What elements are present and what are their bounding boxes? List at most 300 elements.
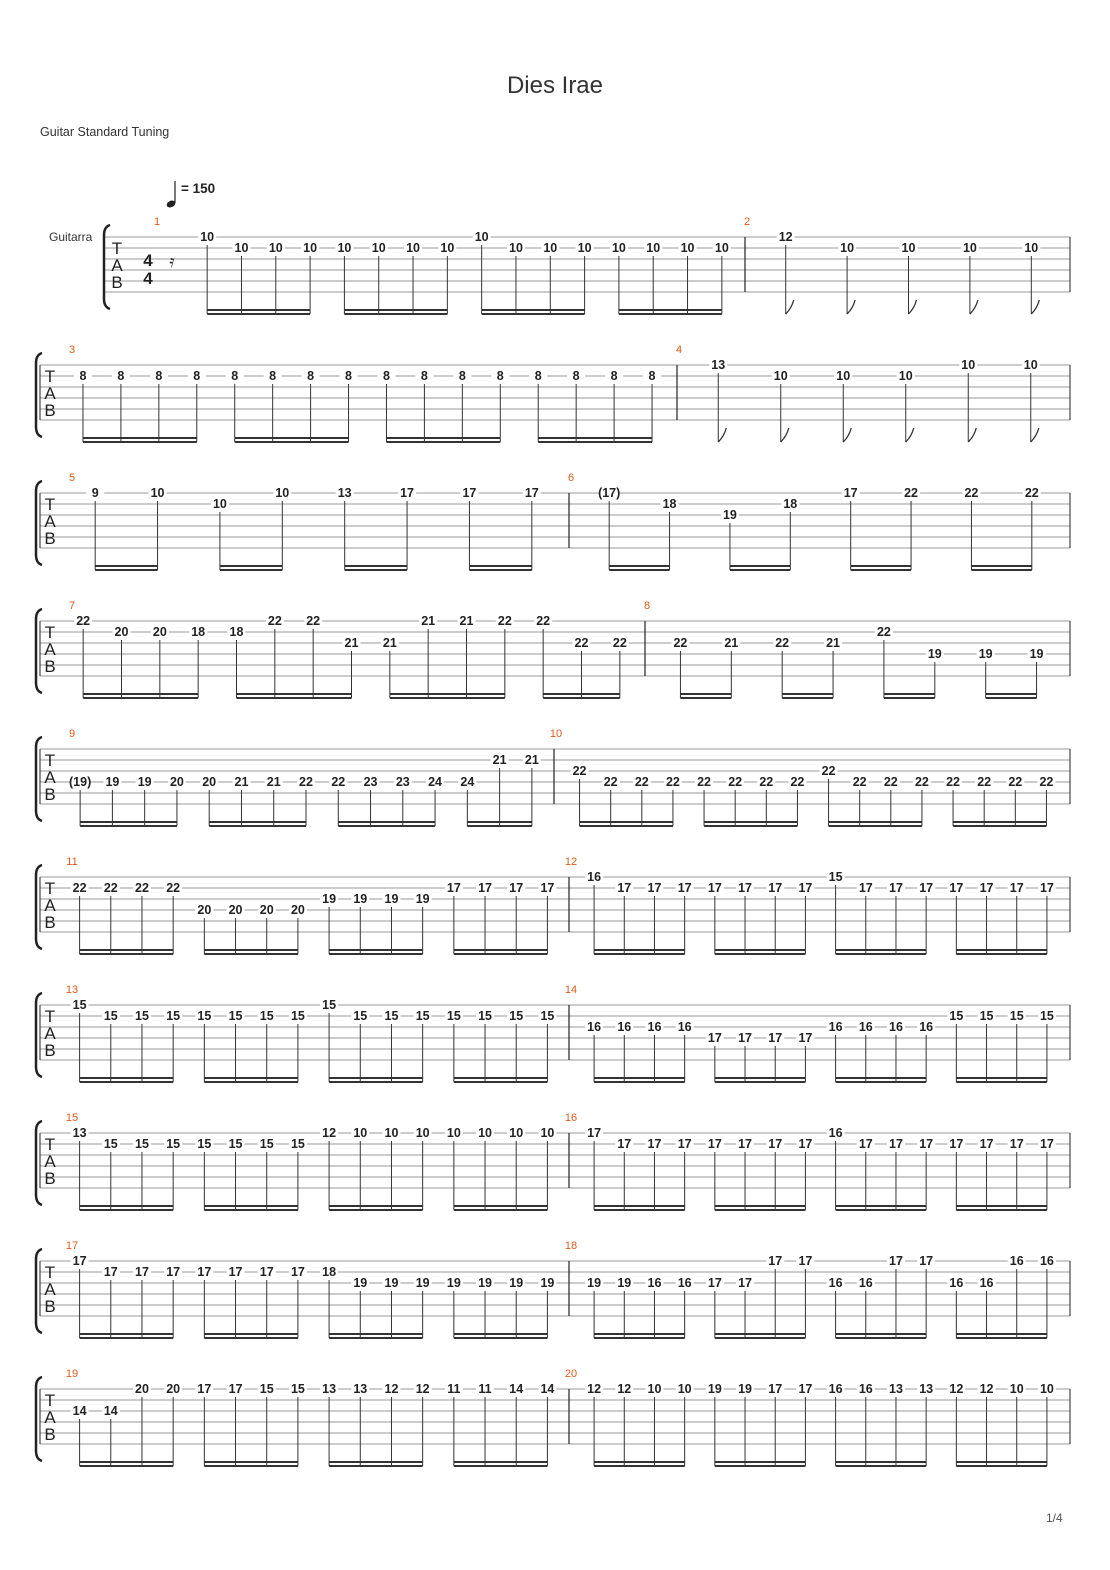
fret-number: 20 [114,625,129,639]
fret-number: 15 [1039,1009,1054,1023]
tab-clef-letter: A [111,256,123,275]
fret-number: 17 [617,1137,632,1151]
measure-number: 5 [68,472,76,484]
system-bracket [36,737,42,821]
fret-number: 15 [353,1009,368,1023]
fret-number: 12 [778,230,793,244]
fret-number: 24 [428,775,443,789]
tab-clef-letter: B [44,785,56,804]
system-bracket [36,865,42,949]
fret-number: 17 [949,881,964,895]
fret-number: 15 [290,1382,305,1396]
fret-number: 22 [497,614,512,628]
fret-number: 16 [858,1020,873,1034]
fret-number: 15 [290,1137,305,1151]
fret-number: 22 [634,775,649,789]
fret-number: 17 [889,1254,903,1268]
fret-number: 19 [1029,647,1044,661]
measure-number: 20 [564,1368,578,1380]
fret-number: 17 [768,1137,783,1151]
fret-number: 15 [259,1009,274,1023]
fret-number: 17 [919,1254,934,1268]
fret-number: 8 [307,369,315,383]
fret-number: 17 [228,1265,243,1279]
fret-number: 13 [711,358,726,372]
fret-number: 16 [979,1276,994,1290]
score-title: Dies Irae [506,72,604,99]
fret-number: 10 [611,241,626,255]
tab-clef-letter: T [44,367,56,386]
fret-number: 22 [299,775,313,789]
fret-number: 22 [821,764,836,778]
measure-number: 10 [549,728,563,740]
fret-number: 16 [617,1020,632,1034]
fret-number: 17 [798,1031,813,1045]
fret-number: 8 [534,369,542,383]
fret-number: 15 [228,1009,243,1023]
fret-number: 16 [919,1020,934,1034]
fret-number: 24 [460,775,475,789]
fret-number: 10 [415,1126,430,1140]
fret-number: 10 [898,369,913,383]
fret-number: 20 [202,775,217,789]
fret-number: 15 [103,1137,118,1151]
fret-number: 12 [415,1382,430,1396]
fret-number: 16 [828,1020,843,1034]
fret-number: 14 [103,1404,118,1418]
fret-number: 17 [647,881,662,895]
fret-number: 16 [587,870,602,884]
fret-number: 17 [540,881,555,895]
fret-number: 10 [353,1126,368,1140]
fret-number: 22 [728,775,743,789]
tab-clef-letter: B [44,913,56,932]
fret-number: 17 [166,1265,181,1279]
measure-number: 3 [68,344,76,356]
fret-number: 22 [72,881,87,895]
fret-number: 17 [738,1031,752,1045]
fret-number: 22 [166,881,181,895]
measure-number: 12 [564,856,578,868]
measure-number: 4 [675,344,683,356]
fret-number: 10 [543,241,558,255]
fret-number: 21 [234,775,249,789]
fret-number: 19 [978,647,993,661]
fret-number: 17 [858,881,873,895]
fret-number: 22 [697,775,712,789]
system-bracket [36,353,42,437]
system-bracket [36,1121,42,1205]
fret-number: 21 [492,753,507,767]
fret-number: 15 [259,1137,274,1151]
fret-number: 22 [306,614,321,628]
fret-number: 8 [345,369,353,383]
fret-number: 8 [572,369,580,383]
fret-number: 20 [166,1382,181,1396]
fret-number: 8 [648,369,656,383]
fret-number: 19 [927,647,942,661]
fret-number: 8 [155,369,163,383]
fret-number: 17 [1039,881,1054,895]
fret-number: 8 [231,369,239,383]
fret-number: 10 [773,369,788,383]
fret-number: 15 [228,1137,243,1151]
fret-number: 10 [150,486,165,500]
tab-clef-letter: B [44,401,56,420]
fret-number: 15 [828,870,843,884]
fret-number: 19 [322,892,337,906]
fret-number: 15 [197,1009,212,1023]
fret-number: 17 [587,1126,602,1140]
fret-number: 13 [353,1382,368,1396]
measure-number: 15 [65,1112,79,1124]
measure-number: 17 [65,1240,79,1252]
measure-number: 8 [643,600,651,612]
fret-number: 15 [384,1009,399,1023]
fret-number: 17 [738,881,752,895]
fret-number: 22 [914,775,929,789]
tab-clef-letter: A [44,512,56,531]
tab-clef-letter: B [44,657,56,676]
fret-number: 16 [587,1020,602,1034]
tab-clef-letter: B [44,1425,56,1444]
page-number: 1/4 [1046,1511,1063,1525]
fret-number: 19 [105,775,120,789]
fret-number: 11 [447,1382,461,1396]
fret-number: 21 [724,636,739,650]
fret-number: 22 [135,881,149,895]
fret-number: 15 [979,1009,994,1023]
tab-clef-letter: T [44,1263,56,1282]
fret-number: 13 [889,1382,903,1396]
fret-number: 18 [191,625,206,639]
tab-clef-letter: T [111,239,123,258]
fret-number: 18 [229,625,244,639]
tab-clef-letter: B [44,1297,56,1316]
fret-number: 17 [1039,1137,1054,1151]
fret-number: 17 [259,1265,274,1279]
fret-number: 10 [371,241,386,255]
note-flag [1031,428,1039,442]
fret-number: 13 [322,1382,337,1396]
fret-number: 16 [858,1382,873,1396]
fret-number: 10 [446,1126,461,1140]
fret-number: 22 [1024,486,1039,500]
fret-number: 16 [828,1126,843,1140]
fret-number: 14 [509,1382,524,1396]
fret-number: 13 [72,1126,87,1140]
fret-number: 19 [478,1276,492,1290]
fret-number: 17 [707,1031,722,1045]
tab-clef-letter: B [44,1041,56,1060]
tab-clef-letter: A [44,768,56,787]
fret-number: 17 [979,881,994,895]
tab-clef-letter: T [44,1007,56,1026]
fret-number: 17 [446,881,461,895]
fret-number: 10 [268,241,283,255]
fret-number: 23 [363,775,378,789]
fret-number: 10 [337,241,352,255]
fret-number: 17 [197,1265,212,1279]
fret-number: 9 [91,486,99,500]
fret-number: 10 [275,486,290,500]
system-bracket [36,1249,42,1333]
fret-number: 22 [665,775,680,789]
fret-number: 10 [303,241,318,255]
fret-number: 16 [828,1276,843,1290]
fret-number: 17 [889,881,903,895]
fret-number: 15 [540,1009,555,1023]
fret-number: 13 [919,1382,934,1396]
fret-number: 19 [384,892,399,906]
fret-number: 17 [677,881,692,895]
fret-number: 20 [228,903,243,917]
fret-number: 10 [234,241,249,255]
fret-number: 10 [1009,1382,1024,1396]
fret-number: 19 [446,1276,461,1290]
note-flag [970,300,978,314]
fret-number: 17 [919,1137,934,1151]
fret-number: 21 [382,636,397,650]
tab-clef-letter: A [44,1408,56,1427]
fret-number: 17 [228,1382,243,1396]
fret-number: 10 [406,241,420,255]
tab-clef-letter: T [44,879,56,898]
fret-number: 19 [137,775,152,789]
fret-number: 17 [478,881,492,895]
fret-number: 10 [478,1126,492,1140]
fret-number: 18 [322,1265,337,1279]
fret-number: 16 [1009,1254,1024,1268]
fret-number: 22 [977,775,992,789]
fret-number: 17 [617,881,632,895]
fret-number: 17 [1009,881,1024,895]
fret-number: 17 [798,1254,813,1268]
fret-number: 22 [574,636,589,650]
fret-number: 10 [212,497,227,511]
fret-number: 19 [509,1276,524,1290]
fret-number: 15 [103,1009,118,1023]
fret-number: 15 [509,1009,524,1023]
fret-number: 17 [290,1265,305,1279]
fret-number: (19) [69,775,92,789]
fret-number: 15 [197,1137,212,1151]
tab-clef-letter: A [44,1280,56,1299]
fret-number: 10 [840,241,855,255]
note-flag [1031,300,1039,314]
fret-number: 19 [353,1276,368,1290]
fret-number: 21 [826,636,841,650]
tab-clef-letter: T [44,1391,56,1410]
measure-number: 13 [65,984,79,996]
fret-number: 17 [400,486,415,500]
fret-number: 16 [677,1276,692,1290]
fret-number: 11 [478,1382,492,1396]
fret-number: 17 [768,1382,783,1396]
fret-number: 8 [79,369,87,383]
fret-number: 16 [949,1276,964,1290]
tab-clef-letter: A [44,1152,56,1171]
fret-number: 17 [858,1137,873,1151]
fret-number: 17 [1009,1137,1024,1151]
measure-number: 9 [68,728,76,740]
fret-number: 8 [610,369,618,383]
measure-number: 2 [743,216,751,228]
fret-number: 18 [783,497,798,511]
fret-number: 17 [889,1137,903,1151]
fret-number: 19 [722,508,737,522]
fret-number: 15 [166,1009,181,1023]
fret-number: 10 [836,369,851,383]
tab-clef-letter: T [44,1135,56,1154]
fret-number: 22 [775,636,790,650]
system-bracket [104,225,110,309]
fret-number: 22 [1008,775,1023,789]
fret-number: 19 [587,1276,602,1290]
tempo-marking: = 150 [181,181,216,196]
fret-number: 12 [384,1382,399,1396]
fret-number: 17 [949,1137,964,1151]
fret-number: 10 [1039,1382,1054,1396]
note-flag [786,300,794,314]
fret-number: 22 [267,614,282,628]
fret-number: 15 [478,1009,492,1023]
fret-number: 10 [901,241,916,255]
fret-number: 19 [617,1276,632,1290]
fret-number: 22 [76,614,91,628]
fret-number: 14 [540,1382,555,1396]
fret-number: 22 [572,764,587,778]
tab-clef-letter: A [44,640,56,659]
tab-clef-letter: B [44,529,56,548]
fret-number: 22 [946,775,961,789]
fret-number: 10 [646,241,661,255]
fret-number: 22 [1039,775,1054,789]
fret-number: 10 [1023,358,1038,372]
system-bracket [36,481,42,565]
fret-number: 22 [331,775,346,789]
fret-number: 17 [798,1382,813,1396]
fret-number: 16 [677,1020,692,1034]
fret-number: 10 [540,1126,555,1140]
fret-number: 12 [949,1382,964,1396]
fret-number: 17 [135,1265,149,1279]
fret-number: 8 [117,369,125,383]
fret-number: 10 [714,241,729,255]
time-signature-numerator: 4 [143,251,153,270]
fret-number: 21 [266,775,281,789]
fret-number: 19 [415,892,430,906]
fret-number: 20 [135,1382,149,1396]
fret-number: 15 [259,1382,274,1396]
fret-number: 8 [458,369,466,383]
fret-number: 17 [707,881,722,895]
track-name: Guitarra [49,230,93,244]
fret-number: 14 [72,1404,87,1418]
measure-number: 11 [66,856,78,868]
fret-number: 15 [949,1009,964,1023]
note-flag [968,428,976,442]
fret-number: 17 [768,1254,783,1268]
fret-number: 22 [759,775,774,789]
fret-number: 17 [919,881,934,895]
fret-number: 18 [662,497,677,511]
fret-number: 17 [798,881,813,895]
system-bracket [36,993,42,1077]
tab-clef-letter: T [44,495,56,514]
system-bracket [36,1377,42,1461]
fret-number: 17 [738,1137,752,1151]
rest-icon: 𝄿 [169,252,175,271]
measure-number: 6 [567,472,575,484]
fret-number: 12 [617,1382,632,1396]
fret-number: 17 [707,1137,722,1151]
fret-number: 15 [1009,1009,1024,1023]
note-flag [847,300,855,314]
fret-number: 10 [509,1126,524,1140]
fret-number: 21 [421,614,436,628]
fret-number: 10 [677,1382,692,1396]
fret-number: 15 [135,1137,149,1151]
fret-number: 22 [876,625,891,639]
fret-number: 19 [738,1382,752,1396]
measure-number: 19 [65,1368,79,1380]
fret-number: 17 [524,486,539,500]
fret-number: 10 [961,358,976,372]
fret-number: 16 [889,1020,903,1034]
fret-number: 15 [446,1009,461,1023]
tab-clef-letter: T [44,751,56,770]
fret-number: 17 [707,1276,722,1290]
fret-number: 15 [72,998,87,1012]
fret-number: 10 [384,1126,399,1140]
fret-number: (17) [598,486,621,500]
fret-number: 21 [459,614,474,628]
fret-number: 17 [72,1254,87,1268]
fret-number: 16 [858,1276,873,1290]
fret-number: 12 [322,1126,337,1140]
fret-number: 15 [290,1009,305,1023]
system-bracket [36,609,42,693]
note-flag [781,428,789,442]
fret-number: 10 [962,241,977,255]
fret-number: 19 [384,1276,399,1290]
fret-number: 17 [843,486,858,500]
fret-number: 17 [979,1137,994,1151]
fret-number: 20 [197,903,212,917]
fret-number: 22 [852,775,867,789]
note-flag [909,300,917,314]
fret-number: 20 [259,903,274,917]
fret-number: 12 [979,1382,994,1396]
tab-clef-letter: B [111,273,123,292]
fret-number: 10 [647,1382,662,1396]
fret-number: 22 [964,486,979,500]
measure-number: 18 [564,1240,578,1252]
fret-number: 8 [269,369,277,383]
fret-number: 8 [496,369,504,383]
fret-number: 22 [612,636,627,650]
fret-number: 22 [103,881,118,895]
fret-number: 8 [420,369,428,383]
fret-number: 10 [680,241,695,255]
fret-number: 17 [768,881,783,895]
fret-number: 10 [440,241,455,255]
fret-number: 22 [883,775,898,789]
fret-number: 17 [738,1276,752,1290]
fret-number: 10 [577,241,592,255]
fret-number: 19 [707,1382,722,1396]
